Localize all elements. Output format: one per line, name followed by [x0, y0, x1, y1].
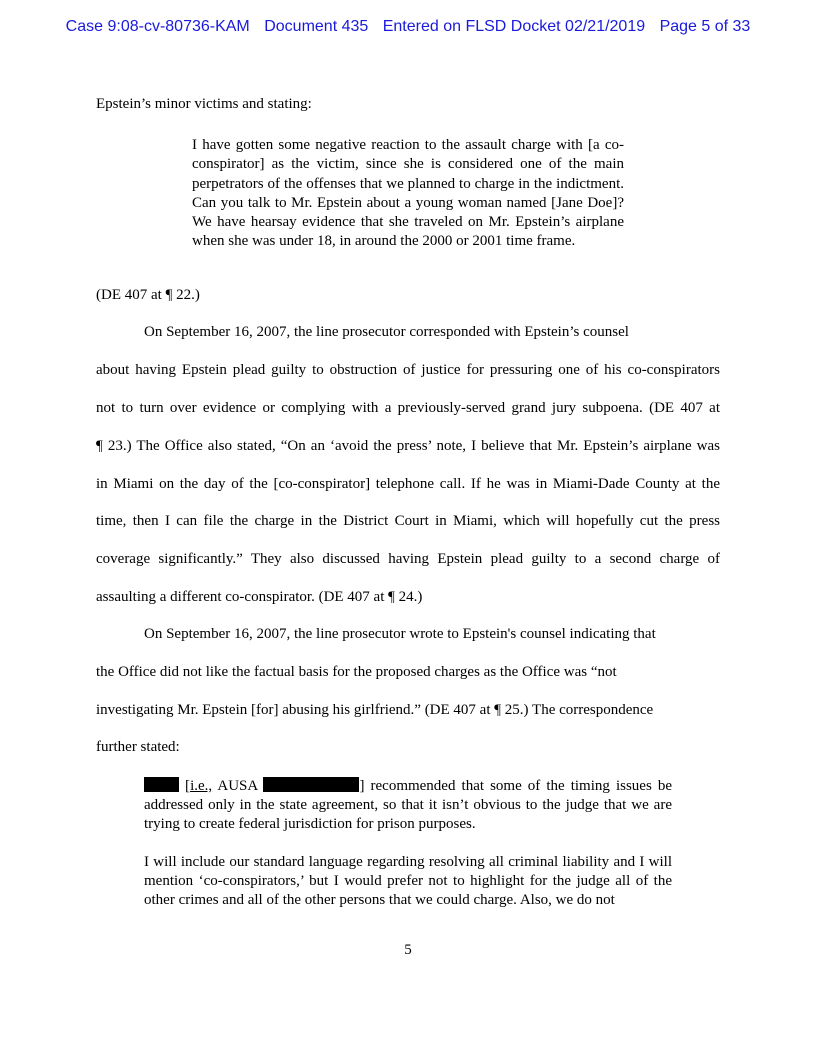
ausa-label: AUSA	[212, 778, 264, 794]
ie-abbrev: i.e.,	[190, 778, 213, 794]
page-count: Page 5 of 33	[659, 18, 751, 35]
case-number: Case 9:08-cv-80736-KAM	[65, 18, 250, 35]
para1-line3: not to turn over evidence or complying with a previously-served grand jury subpoena. (DE 407 at	[96, 400, 720, 416]
quote2-text: ] recommended that some of the timing issues be addressed only in the state agreement, so that it isn’t obvious to the judge that we are trying to create federal jurisdiction for prison purposes.	[144, 778, 673, 832]
para2-line1: On September 16, 2007, the line prosecutor wrote to Epstein's counsel indicating that	[144, 626, 656, 642]
para2-line2: the Office did not like the factual basis for the proposed charges as the Office was “not	[96, 664, 617, 680]
page-number: 5	[404, 942, 412, 958]
docket-entry: Entered on FLSD Docket 02/21/2019	[382, 18, 646, 35]
docket-header	[0, 18, 816, 36]
citation-1: (DE 407 at ¶ 22.)	[96, 287, 200, 303]
para1-line5: in Miami on the day of the [co-conspirator] telephone call. If he was in Miami-Dade County at the	[96, 476, 720, 492]
block-quote-2: [i.e., AUSA ] recommended that some of the timing issues be addressed only in the state agreement, so that it isn’t obvious to the judge that we are trying to create federal jurisdiction for prison purposes.	[144, 778, 673, 832]
block-quote-1: I have gotten some negative reaction to the assault charge with [a co-conspirator] as the victim, since she is considered one of the main perpetrators of the offenses that we planned to charge in the indictment. Can you talk to Mr. Epstein about a young woman named [Jane Doe]? We have hearsay evidence that she traveled on Mr. Epstein’s airplane when she was under 18, in around the 2000 or 2001 time frame.	[192, 137, 624, 250]
para1-line2: about having Epstein plead guilty to obstruction of justice for pressuring one of his co-conspirators	[96, 362, 720, 378]
para2-line4: further stated:	[96, 739, 180, 755]
intro-line: Epstein’s minor victims and stating:	[96, 96, 312, 112]
para1-line8: assaulting a different co-conspirator. (DE 407 at ¶ 24.)	[96, 589, 423, 605]
document-number: Document 435	[264, 18, 369, 35]
para1-line1: On September 16, 2007, the line prosecutor corresponded with Epstein’s counsel	[144, 324, 629, 340]
para1-line7: coverage significantly.” They also discussed having Epstein plead guilty to a second charge of	[96, 551, 720, 567]
para1-line4: ¶ 23.) The Office also stated, “On an ‘avoid the press’ note, I believe that Mr. Epstein’s airplane was	[96, 438, 720, 454]
redaction-bar	[144, 777, 179, 792]
para2-line3: investigating Mr. Epstein [for] abusing his girlfriend.” (DE 407 at ¶ 25.) The correspondence	[96, 702, 654, 718]
redaction-bar	[263, 777, 359, 792]
block-quote-3: I will include our standard language regarding resolving all criminal liability and I will mention ‘co-conspirators,’ but I would prefer not to highlight for the judge all of the other crimes and all of the other persons that we could charge. Also, we do not	[144, 854, 672, 908]
para1-line6: time, then I can file the charge in the District Court in Miami, which will hopefully cut the press	[96, 513, 720, 529]
